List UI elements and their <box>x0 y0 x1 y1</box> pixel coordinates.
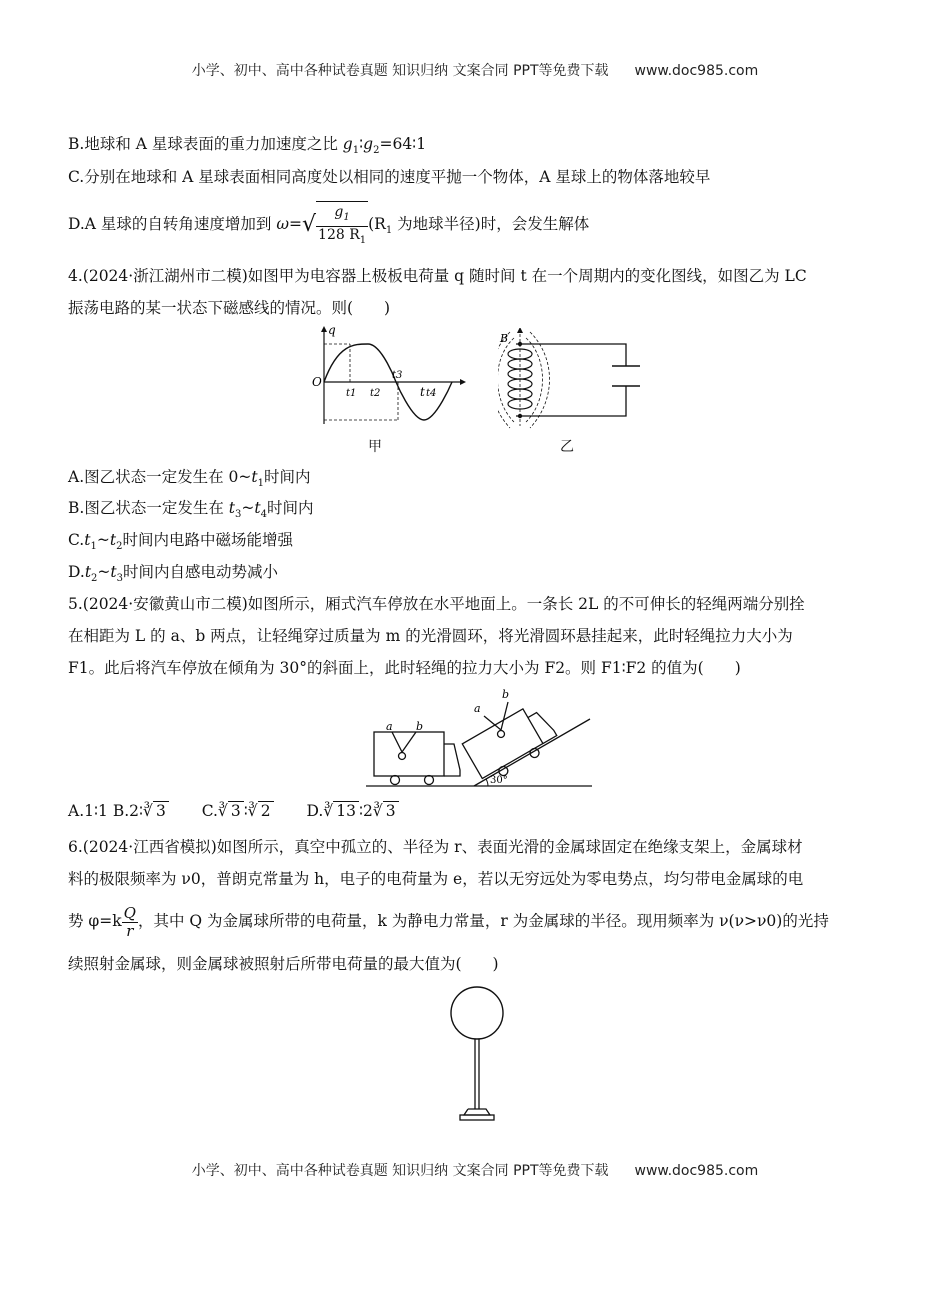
q6-stem-line2: 料的极限频率为 ν0，普朗克常量为 h，电子的电荷量为 e，若以无穷远处为零电势点，均匀带电金属球的电 <box>68 870 804 888</box>
figure-jia-graph <box>308 324 468 454</box>
stand-base <box>460 1115 494 1120</box>
figure-yi-label: 乙 <box>560 439 574 455</box>
q3-option-d: D.A 星球的自转角速度增加到 ω=√ $\frac{g_1}{128 R_1}$ ($R_1$ 为地球半径)时，会发生解体 <box>68 200 589 255</box>
point-b-flat: b <box>416 720 424 733</box>
tick-t1: t1 <box>346 388 357 399</box>
tick-t4: t4 <box>426 388 437 399</box>
header-text: 小学、初中、高中各种试卷真题 知识归纳 文案合同 PPT等免费下载 <box>191 63 609 79</box>
q5-stem-line2: 在相距为 L 的 a、b 两点，让轻绳穿过质量为 m 的光滑圆环，将光滑圆环悬挂起来，此时轻绳拉力大小为 <box>68 627 793 645</box>
q4-stem-line1: 4.(2024·浙江湖州市二模)如图甲为电容器上极板电荷量 q 随时间 t 在一个周期内的变化图线，如图乙为 LC <box>68 267 807 285</box>
van-flat <box>374 732 460 785</box>
origin-label: O <box>312 375 322 389</box>
q5-stem-line3: F1。此后将汽车停放在倾角为 30°的斜面上，此时轻绳的拉力大小为 F2。则 F1∶F2 的值为( ) <box>68 659 741 677</box>
q4-option-d: $D.t_2\sim t_3$时间内自感电动势减小 <box>68 563 279 585</box>
point-a-flat: a <box>386 720 393 733</box>
page-header <box>0 60 950 80</box>
tick-t3: t3 <box>392 370 403 381</box>
figure-yi-lc-circuit <box>498 328 648 432</box>
field-lines <box>498 332 550 428</box>
header-site: www.doc985.com <box>634 63 759 79</box>
q4-option-a: A.图乙状态一定发生在 $0\sim t_1$时间内 <box>68 468 311 490</box>
q5-options: A.1∶1 B.2∶∛ 3 C.∛ 3 ∶∛ 2 D.∛ 13 ∶2∛ 3 <box>68 800 399 822</box>
angle-label: 30° <box>490 775 508 786</box>
q-axis-label: q <box>328 324 336 337</box>
q5-stem-line1: 5.(2024·安徽黄山市二模)如图所示，厢式汽车停放在水平地面上。一条长 2L 的不可伸长的轻绳两端分别拴 <box>68 595 805 613</box>
figure-q6-sphere <box>440 985 514 1125</box>
q6-stem-line4: 续照射金属球，则金属球被照射后所带电荷量的最大值为( ) <box>68 955 499 973</box>
point-b-incline: b <box>502 688 510 701</box>
page-footer <box>0 1160 950 1180</box>
field-label-b: B <box>500 332 509 345</box>
metal-sphere <box>451 987 503 1039</box>
footer-text: 小学、初中、高中各种试卷真题 知识归纳 文案合同 PPT等免费下载 <box>191 1163 609 1179</box>
q4-option-c: $C.t_1\sim t_2$时间内电路中磁场能增强 <box>68 531 293 553</box>
figure-jia-label: 甲 <box>368 439 382 455</box>
q4-option-b: B.图乙状态一定发生在 $t_3\sim t_4$时间内 <box>68 499 314 521</box>
tick-t2: t2 <box>370 388 381 399</box>
q4-stem-line2: 振荡电路的某一状态下磁感线的情况。则( ) <box>68 299 391 317</box>
q3-option-b: B.地球和 A 星球表面的重力加速度之比 $g_1∶g_2=64∶1$ <box>68 135 427 157</box>
t-axis-label: t <box>420 385 425 399</box>
point-a-incline: a <box>474 702 481 715</box>
footer-site: www.doc985.com <box>634 1163 759 1179</box>
q3-option-c: C.分别在地球和 A 星球表面相同高度处以相同的速度平抛一个物体，A 星球上的物体落地较早 <box>68 168 711 186</box>
q6-stem-line1: 6.(2024·江西省模拟)如图所示，真空中孤立的、半径为 r、表面光滑的金属球固定在绝缘支架上，金属球材 <box>68 838 803 856</box>
q6-stem-line3: 势 φ=k $\frac{Q}{r}$ ，其中 Q 为金属球所带的电荷量，k 为静电力常量，r 为金属球的半径。现用频率为 ν(ν>ν0)的光持 <box>68 903 829 940</box>
sqrt-sign: √ <box>302 211 317 237</box>
figure-q5-vans <box>362 686 594 792</box>
